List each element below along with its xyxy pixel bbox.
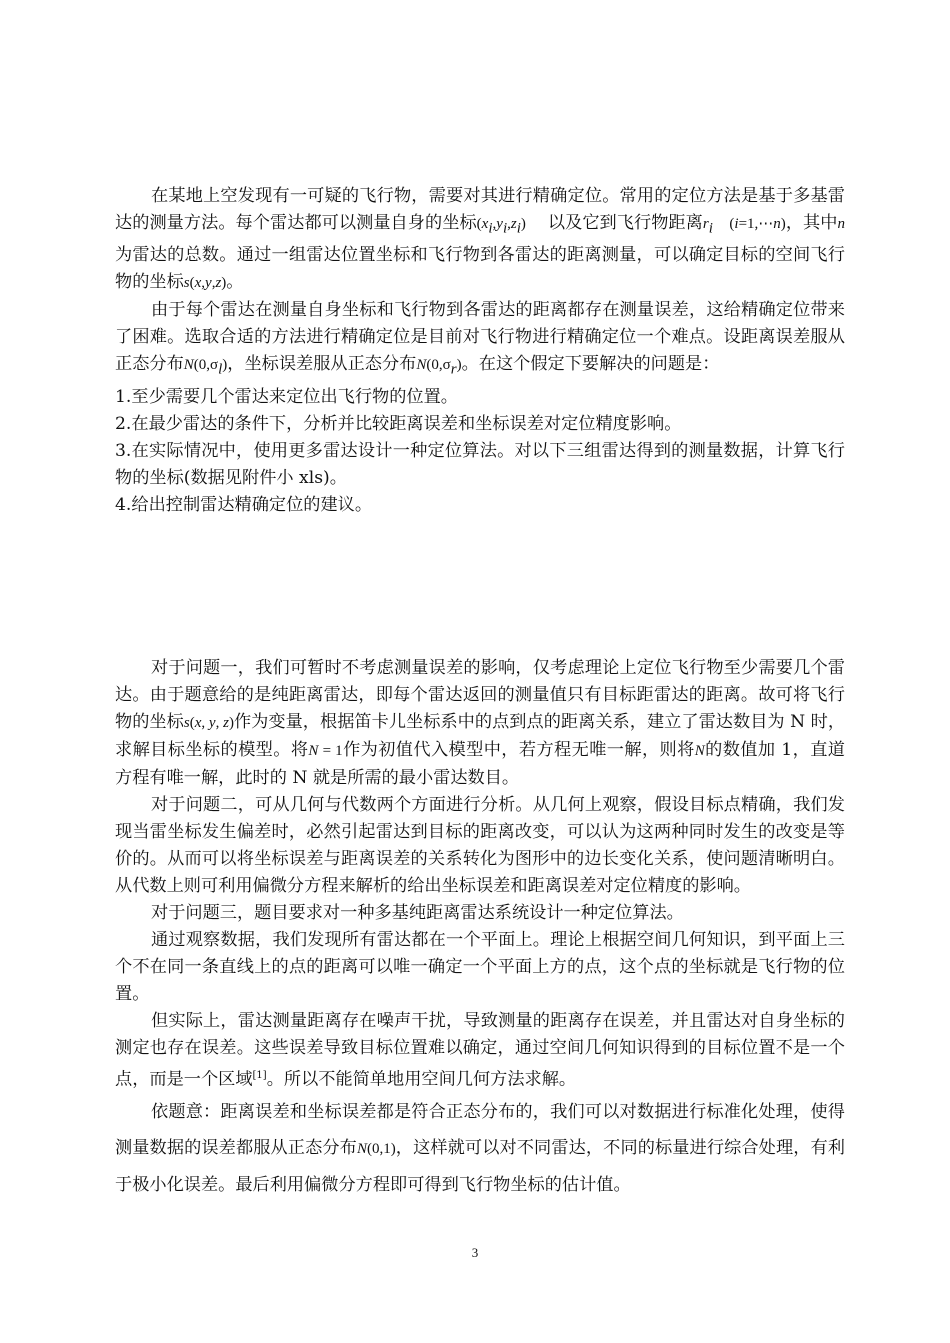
list-item-question-2: 2.在最少雷达的条件下，分析并比较距离误差和坐标误差对定位精度影响。 (115, 413, 682, 434)
text-run: 以及它到飞行物距离 (547, 213, 703, 233)
paragraph-assumptions (115, 297, 845, 383)
paragraph-error-discussion (115, 1008, 845, 1094)
paragraph-question-3-analysis: 对于问题三，题目要求对一种多基纯距离雷达系统设计一种定位算法。 (151, 903, 684, 923)
math-target-coordinate: s(x,y,z) (183, 275, 227, 292)
text-run: 的数值加 1，直道方程有唯一解，此时的 N 就是所需的最小雷达数目。 (115, 740, 845, 788)
text-run: 为雷达的总数。通过一组雷达位置坐标和飞行物到各雷达的距离测量，可以确定目标的空间飞行物的坐标 (115, 245, 845, 293)
math-n: N (694, 743, 705, 759)
list-item-question-1: 1.至少需要几个雷达来定位出飞行物的位置。 (115, 386, 458, 407)
list-item-question-3: 3.在实际情况中，使用更多雷达设计一种定位算法。对以下三组雷达得到的测量数据，计算飞行物的坐标(数据见附件小 xls)。 (115, 440, 845, 488)
section-problem-analysis (115, 655, 845, 1203)
text-run: 。在这个假定下要解决的问题是： (461, 354, 720, 375)
paragraph-intro (115, 183, 845, 297)
text-run: 。所以不能简单地用空间几何方法求解。 (266, 1069, 577, 1090)
citation-ref: [1] (252, 1070, 267, 1081)
math-target-coordinate: s(x, y, z) (183, 715, 234, 731)
math-n-equals-1: N = 1 (308, 743, 343, 759)
paragraph-question-1-analysis (115, 655, 845, 792)
text-run: 作为变量，根据笛卡儿坐标系中的点到点的距离关系，建立了雷达数目为 N 时，求解目标坐标的模型。将 (115, 712, 846, 760)
text-run: ，其中 (785, 213, 838, 233)
math-radar-coordinates: $(x_i,y_i,z_i)$ (476, 216, 526, 237)
list-item-question-4: 4.给出控制雷达精确定位的建议。 (115, 494, 373, 515)
text-run: 依题意：距离误差和坐标误差都是符合正态分布的，我们可以对数据进行标准化处理，使得测量数据的误差都服从正态分布 (115, 1101, 845, 1158)
math-distance-ri: $r_i$ (i=1,⋯n) (702, 216, 786, 237)
math-standard-normal: N(0,1) (356, 1140, 396, 1157)
text-run: 。 (226, 272, 244, 293)
page-number: 3 (471, 1245, 479, 1260)
text-run: 在某地上空发现有一可疑的飞行物，需要对其进行精确定位。常用的定位方法是基于多基雷达的测量方法。每个雷达都可以测量自身的坐标 (115, 186, 845, 233)
math-n: n (837, 216, 845, 232)
section-problem-statement (115, 183, 845, 519)
math-coordinate-error-dist: $N(0,\sigma_r)$ (416, 357, 462, 378)
text-run: ，这样就可以对不同雷达，不同的标量进行综合处理，有利于极小化误差。最后利用偏微分方程即可得到飞行物坐标的估计值。 (115, 1137, 845, 1195)
math-distance-error-dist: $N(0,\sigma_l)$ (183, 357, 228, 378)
paragraph-normalization (115, 1094, 845, 1203)
paragraph-question-2-analysis: 对于问题二，可从几何与代数两个方面进行分析。从几何上观察，假设目标点精确，我们发现当雷坐标发生偏差时，必然引起雷达到目标的距离改变，可以认为这两种同时发生的改变是等价的。从而可以将坐标误差与距离误差的关系转化为图形中的边长变化关系，使问题清晰明白。从代数上则可利用偏微分方程来解析的给出坐标误差和距离误差对定位精度的影响。 (115, 795, 845, 896)
text-run: 作为初值代入模型中，若方程无唯一解，则将 (342, 740, 695, 760)
paragraph-observation: 通过观察数据，我们发现所有雷达都在一个平面上。理论上根据空间几何知识，到平面上三个不在同一条直线上的点的距离可以唯一确定一个平面上方的点，这个点的坐标就是飞行物的位置。 (115, 930, 845, 1004)
text-run: 对于问题一，我们可暂时不考虑测量误差的影响，仅考虑理论上定位飞行物至少需要几个雷达。由于题意给的是纯距离雷达，即每个雷达返回的测量值只有目标距雷达的距离。故可将飞行物的坐标 (115, 658, 845, 732)
text-run: 但实际上，雷达测量距离存在噪声干扰，导致测量的距离存在误差，并且雷达对自身坐标的测定也存在误差。这些误差导致目标位置难以确定，通过空间几何知识得到的目标位置不是一个点，而是一个区域 (115, 1011, 845, 1090)
text-run: 由于每个雷达在测量自身坐标和飞行物到各雷达的距离都存在测量误差，这给精确定位带来了困难。选取合适的方法进行精确定位是目前对飞行物进行精确定位一个难点。设距离误差服从正态分布 (115, 300, 845, 375)
text-run: ，坐标误差服从正态分布 (227, 354, 417, 375)
